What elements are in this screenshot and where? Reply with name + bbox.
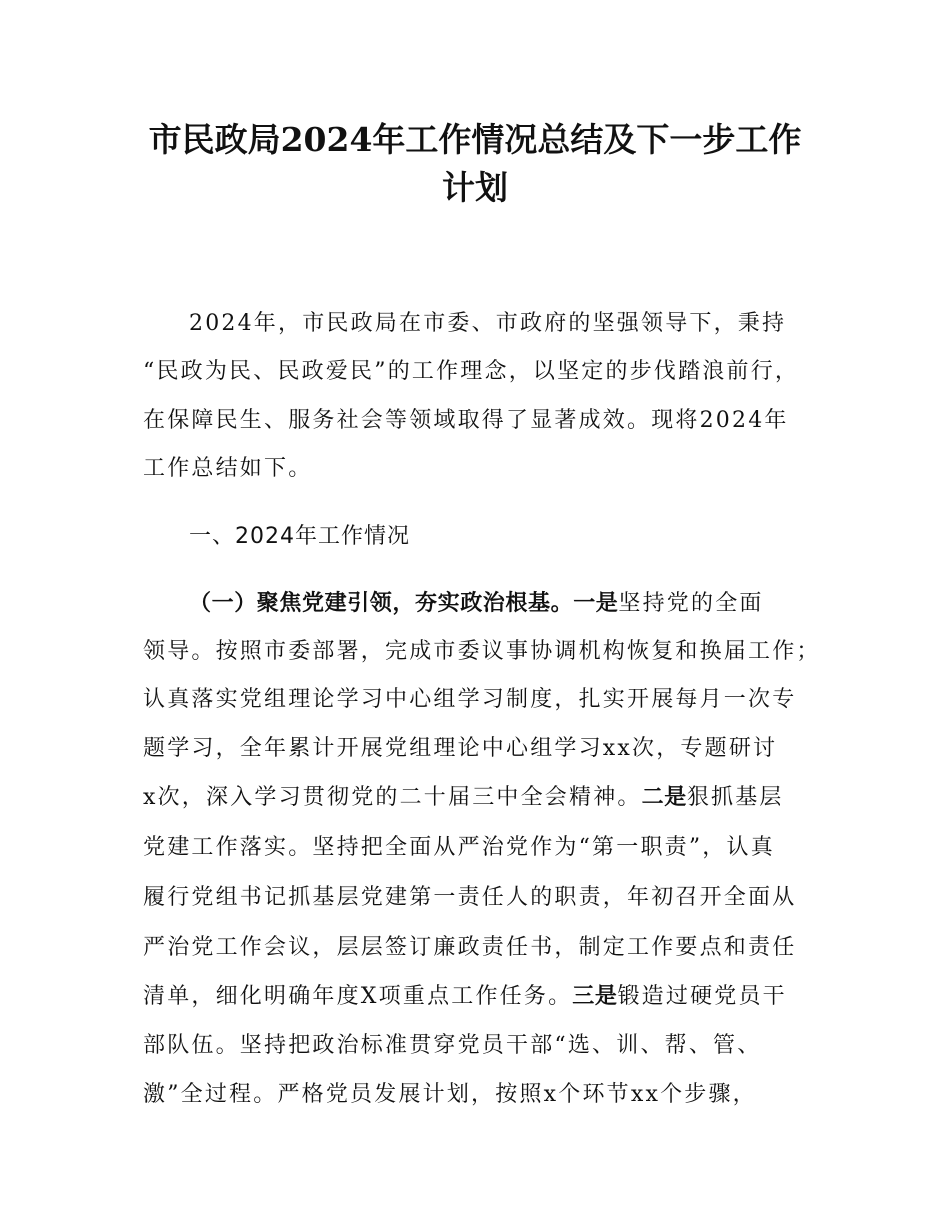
paragraph-line-8: 严治党工作会议，层层签订廉政责任书，制定工作要点和责任 [143, 935, 797, 960]
paragraph-text: 锻造过硬党员干 [617, 984, 787, 1009]
paragraph-line-6: 党建工作落实。坚持把全面从严治党作为“第一职责”，认真 [143, 835, 775, 860]
paragraph-line-2: 领导。按照市委部署，完成市委议事协调机构恢复和换届工作； [143, 639, 821, 664]
subsection-heading: （一）聚焦党建引领，夯实政治根基。 [189, 591, 574, 616]
paragraph-text: 坚持党的全面 [618, 591, 764, 616]
paragraph-text: 狠抓基层 [686, 785, 784, 810]
section-heading: 一、2024年工作情况 [189, 524, 410, 549]
intro-line-4: 工作总结如下。 [143, 456, 313, 481]
intro-line-3: 在保障民生、服务社会等领域取得了显著成效。现将2024年 [143, 408, 789, 433]
paragraph-line-7: 履行党组书记抓基层党建第一责任人的职责，年初召开全面从 [143, 885, 797, 910]
paragraph-line-3: 认真落实党组理论学习中心组学习制度，扎实开展每月一次专 [143, 687, 797, 712]
paragraph-text: x次，深入学习贯彻党的二十届三中全会精神。 [143, 785, 642, 810]
intro-line-1: 2024年，市民政局在市委、市政府的坚强领导下，秉持 [189, 311, 787, 336]
point-three-marker: 三是 [572, 984, 618, 1009]
intro-line-2: “民政为民、民政爱民”的工作理念，以坚定的步伐踏浪前行， [143, 359, 800, 384]
document-title-line-1: 市民政局2024年工作情况总结及下一步工作 [148, 120, 802, 159]
paragraph-line-9 [143, 982, 787, 1012]
paragraph-text: 清单，细化明确年度X项重点工作任务。 [143, 984, 573, 1009]
paragraph-line-5 [143, 783, 784, 813]
point-two-marker: 二是 [641, 785, 687, 810]
paragraph-line-10: 部队伍。坚持把政治标准贯穿党员干部“选、训、帮、管、 [143, 1033, 762, 1058]
point-one-marker: 一是 [573, 591, 619, 616]
document-title-line-2: 计划 [442, 168, 508, 207]
paragraph-line-1 [189, 589, 764, 619]
paragraph-line-4: 题学习，全年累计开展党组理论中心组学习xx次，专题研讨 [143, 736, 778, 761]
paragraph-line-11: 激”全过程。严格党员发展计划，按照x个环节xx个步骤， [143, 1082, 757, 1107]
